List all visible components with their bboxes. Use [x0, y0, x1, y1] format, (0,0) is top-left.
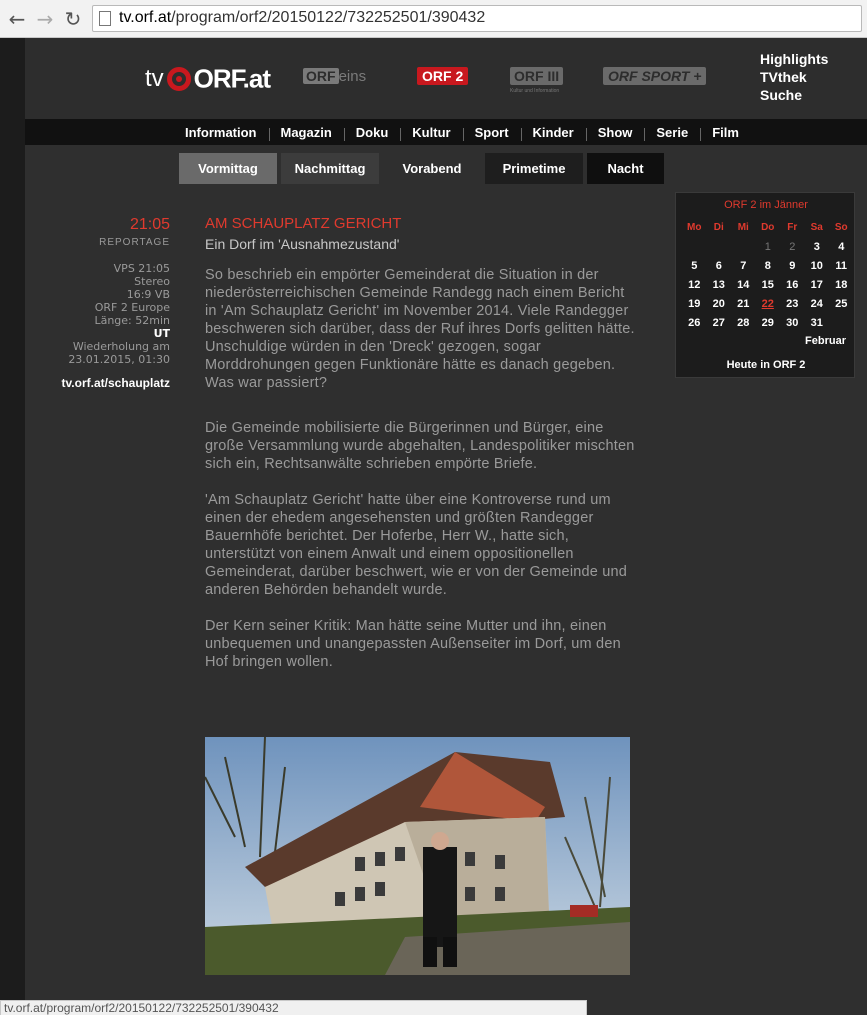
calendar-week: [682, 237, 854, 256]
article-paragraph: 'Am Schauplatz Gericht' hatte über eine Kontroverse rund um einen der ehedem angesehensten und größten Randegger Bauernhöfe berichtet. Der Hoferbe, Herr W., hatte sich, unterstützt von einem Anwalt und einem oppositionellen Gemeinderat, darüber beschwert, wie er von der Gemeinde und anderen Behörden behandelt wurde.: [205, 492, 628, 598]
calendar-day[interactable]: 10: [810, 259, 823, 272]
calendar-week: [682, 256, 854, 275]
back-arrow-icon[interactable]: ←: [8, 7, 26, 31]
vps-time: VPS 21:05: [113, 262, 170, 275]
tab-primetime[interactable]: Primetime: [485, 153, 583, 184]
program-genre: REPORTAGE: [99, 237, 170, 248]
calendar-day[interactable]: 14: [737, 278, 750, 291]
calendar-day[interactable]: 9: [789, 259, 796, 272]
weekday-header: Do: [761, 222, 775, 233]
video-format: 16:9 VB: [126, 288, 170, 301]
calendar-day[interactable]: 5: [691, 259, 698, 272]
calendar-day[interactable]: 12: [688, 278, 701, 291]
calendar-empty-cell: [682, 237, 707, 256]
status-url: tv.orf.at/program/orf2/20150122/732252501/390432: [4, 1001, 279, 1015]
site-header: [25, 38, 867, 119]
weekday-header: Mi: [737, 222, 749, 233]
orf-eye-icon: [167, 67, 191, 91]
logo-orf-text: ORF.at: [193, 63, 271, 94]
nav-kinder[interactable]: Kinder: [521, 125, 586, 140]
orf2-number: 2: [455, 68, 464, 84]
orf2-box: [417, 67, 468, 85]
address-text[interactable]: [119, 9, 485, 27]
calendar-day[interactable]: 1: [764, 240, 771, 253]
url-path: /program/orf2/20150122/732252501/390432: [171, 9, 486, 26]
program-calendar: [675, 192, 855, 378]
calendar-day[interactable]: 8: [764, 259, 771, 272]
calendar-day[interactable]: 20: [712, 297, 725, 310]
left-margin: [0, 38, 25, 1015]
calendar-day[interactable]: 21: [737, 297, 750, 310]
calendar-day[interactable]: 3: [813, 240, 820, 253]
calendar-empty-cell: [707, 237, 732, 256]
nav-serie[interactable]: Serie: [644, 125, 700, 140]
calendar-day[interactable]: 23: [786, 297, 799, 310]
article-paragraph: Die Gemeinde mobilisierte die Bürgerinnen und Bürger, eine große Versammlung wurde abgehalten, Landespolitiker mischten sich ein, Rechtsanwälte schrieben empörte Briefe.: [205, 420, 635, 472]
logo-tv-text: tv: [145, 65, 164, 93]
audio-format: Stereo: [134, 275, 170, 288]
schauplatz-link[interactable]: tv.orf.at/schauplatz: [61, 376, 170, 390]
calendar-day[interactable]: 24: [810, 297, 823, 310]
main-navigation: [25, 119, 867, 145]
calendar-day[interactable]: 22: [761, 297, 774, 310]
program-photo: [205, 737, 630, 975]
calendar-day[interactable]: 29: [761, 316, 774, 329]
tab-vorabend[interactable]: Vorabend: [383, 153, 481, 184]
repeat-label: Wiederholung am: [72, 340, 170, 353]
weekday-header: Sa: [810, 222, 823, 233]
orf-sport-label: ORF SPORT +: [603, 67, 706, 85]
nav-show[interactable]: Show: [586, 125, 645, 140]
tab-nachmittag[interactable]: Nachmittag: [281, 153, 379, 184]
weekday-header: Fr: [787, 222, 798, 233]
program-article: [205, 215, 635, 671]
calendar-day[interactable]: 19: [688, 297, 701, 310]
program-subtitle: Ein Dorf im 'Ausnahmezustand': [205, 236, 400, 252]
page-icon: [99, 11, 111, 26]
url-domain: tv.orf.at: [119, 9, 172, 26]
forward-arrow-icon[interactable]: →: [36, 7, 54, 31]
channel-orf-eins[interactable]: [303, 67, 366, 85]
orf2-prefix: ORF: [422, 68, 452, 84]
article-paragraph: Der Kern seiner Kritik: Man hätte seine Mutter und ihn, einen unbequemen und unangepassten Außenseiter im Dorf, um den Hof bringen wollen.: [205, 618, 621, 670]
calendar-week: [682, 294, 854, 313]
calendar-day[interactable]: 25: [835, 297, 848, 310]
calendar-empty-cell: [829, 313, 854, 332]
weekday-header: Mo: [687, 222, 702, 233]
subtitle-flag: UT: [153, 327, 170, 340]
program-meta: [40, 215, 170, 390]
orf3-subtitle: Kultur und Information: [510, 88, 560, 94]
calendar-day[interactable]: 13: [712, 278, 725, 291]
calendar-day[interactable]: 7: [740, 259, 747, 272]
orf-eins-suffix: eins: [338, 68, 367, 85]
nav-film[interactable]: Film: [700, 125, 751, 140]
article-paragraph: So beschrieb ein empörter Gemeinderat die Situation in der niederösterreichischen Gemeinde Randegg nach einem Bericht in 'Am Schauplatz Gericht' im November 2014. Viele Randegger beschweren sich darüber, dass der Ruf ihres Dorfs gelitten hätte. Unschuldige würden in den 'Dreck' gezogen, sogar Morddrohungen gegen Funktionäre hätte es danach gegeben. Was war passiert?: [205, 267, 635, 391]
address-bar[interactable]: [92, 5, 862, 32]
tab-nacht[interactable]: Nacht: [587, 153, 664, 184]
channel-orf-iii[interactable]: [510, 67, 563, 94]
calendar-day[interactable]: 28: [737, 316, 750, 329]
calendar-day[interactable]: 18: [835, 278, 848, 291]
calendar-day[interactable]: 16: [786, 278, 799, 291]
channel-orf-2[interactable]: [417, 67, 468, 85]
next-month-link[interactable]: Februar: [805, 335, 846, 347]
calendar-title: ORF 2 im Jänner: [724, 199, 808, 211]
calendar-day[interactable]: 2: [789, 240, 796, 253]
tv-orf-logo[interactable]: [145, 62, 270, 95]
tvthek-link[interactable]: TVthek: [760, 69, 807, 85]
calendar-week: [682, 313, 854, 332]
calendar-day[interactable]: 17: [810, 278, 823, 291]
calendar-day[interactable]: 11: [835, 259, 848, 272]
search-link[interactable]: Suche: [760, 87, 803, 103]
weekday-header: Di: [713, 222, 724, 233]
calendar-day[interactable]: 6: [715, 259, 722, 272]
calendar-week: [682, 275, 854, 294]
calendar-day[interactable]: 15: [761, 278, 774, 291]
broadcast-info: [40, 262, 170, 366]
calendar-day[interactable]: 26: [688, 316, 701, 329]
nav-doku[interactable]: Doku: [344, 125, 401, 140]
farmhouse-photo: [205, 737, 630, 975]
today-link[interactable]: Heute in ORF 2: [726, 359, 806, 371]
reload-icon[interactable]: ↻: [64, 7, 82, 31]
highlights-link[interactable]: Highlights: [760, 51, 829, 67]
calendar-day[interactable]: 30: [786, 316, 799, 329]
calendar-day[interactable]: 27: [712, 316, 725, 329]
calendar-empty-cell: [731, 237, 756, 256]
nav-sport[interactable]: Sport: [463, 125, 521, 140]
repeat-date: 23.01.2015, 01:30: [68, 353, 170, 366]
nav-information[interactable]: Information: [185, 124, 257, 140]
tab-vormittag[interactable]: Vormittag: [179, 153, 277, 184]
orf-eins-prefix: ORF: [303, 68, 339, 84]
calendar-day[interactable]: 4: [838, 240, 845, 253]
nav-kultur[interactable]: Kultur: [400, 125, 462, 140]
nav-magazin[interactable]: Magazin: [269, 125, 344, 140]
channel-orf-sport[interactable]: [603, 67, 706, 85]
broadcast-channel: ORF 2 Europe: [94, 301, 170, 314]
header-links: [760, 50, 828, 104]
calendar-day[interactable]: 31: [810, 316, 823, 329]
program-title: AM SCHAUPLATZ GERICHT: [205, 215, 402, 232]
browser-status-bar: [0, 1000, 587, 1015]
browser-toolbar: [0, 0, 867, 38]
orf3-label: ORF III: [510, 67, 563, 85]
weekday-header: So: [834, 222, 848, 233]
calendar-grid: [682, 218, 854, 332]
program-length: Länge: 52min: [94, 314, 170, 327]
broadcast-time: 21:05: [129, 216, 170, 233]
